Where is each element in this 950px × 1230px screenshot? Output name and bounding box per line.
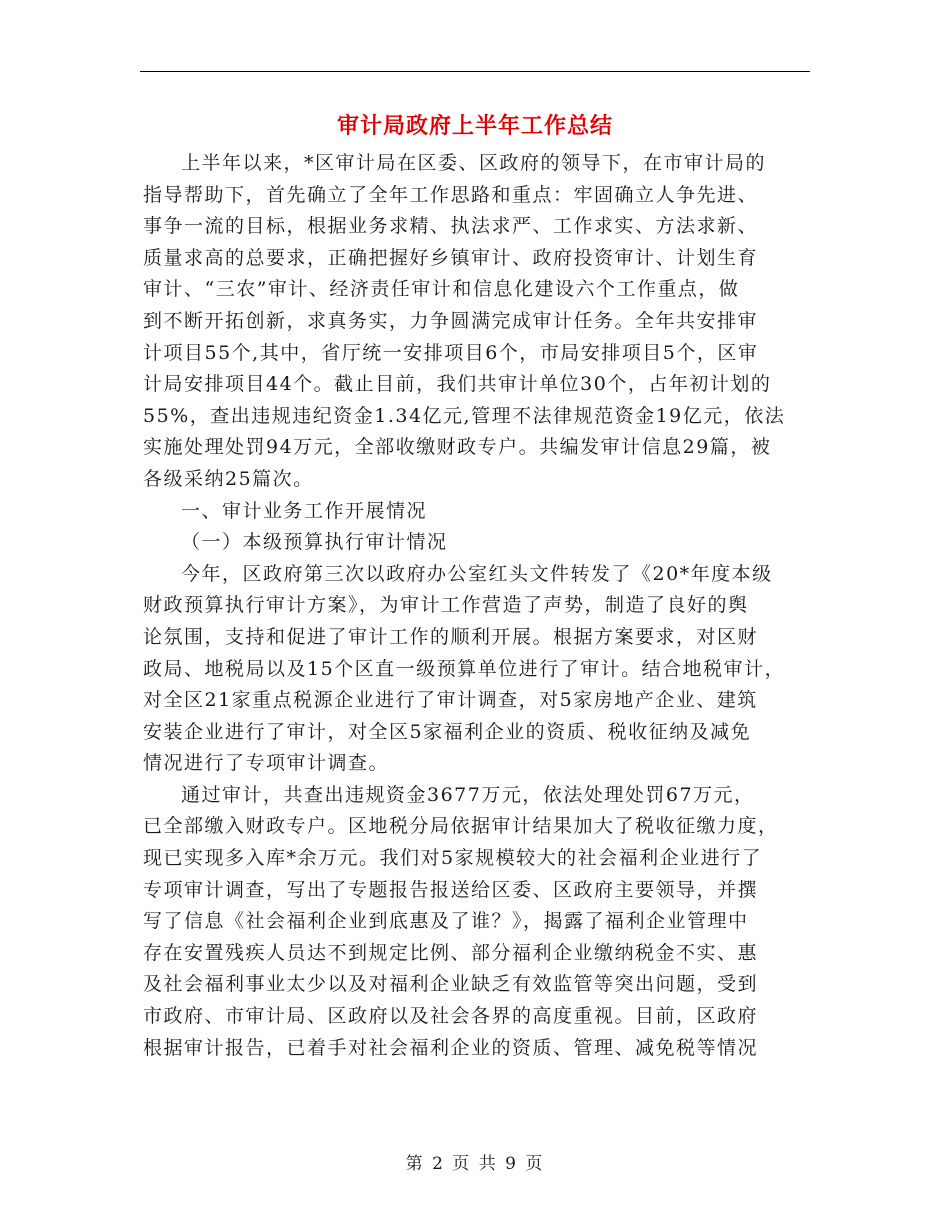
- paragraph-line: 今年，区政府第三次以政府办公室红头文件转发了《20*年度本级: [181, 562, 773, 585]
- subsection-heading: （一）本级预算执行审计情况: [181, 531, 448, 554]
- paragraph-line: 根据审计报告，已着手对社会福利企业的资质、管理、减免税等情况: [143, 1036, 759, 1059]
- body-text: [143, 148, 810, 1064]
- paragraph-line: 计局安排项目44个。截止目前，我们共审计单位30个，占年初计划的: [143, 373, 772, 396]
- section-heading: 一、审计业务工作开展情况: [181, 499, 428, 522]
- paragraph-line: 各级采纳25篇次。: [143, 467, 314, 490]
- document-title: 审计局政府上半年工作总结: [336, 113, 613, 139]
- paragraph-line: 已全部缴入财政专户。区地税分局依据审计结果加大了税收征缴力度，: [143, 815, 779, 838]
- paragraph-line: 政局、地税局以及15个区直一级预算单位进行了审计。结合地税审计，: [143, 657, 786, 680]
- paragraph-line: 55%，查出违规违纪资金1.34亿元,管理不法律规范资金19亿元，依法: [143, 404, 786, 427]
- paragraph-line: 市政府、市审计局、区政府以及社会各界的高度重视。目前，区政府: [143, 1005, 759, 1028]
- paragraph-line: 存在安置残疾人员达不到规定比例、部分福利企业缴纳税金不实、惠: [143, 941, 759, 964]
- paragraph-line: 上半年以来，*区审计局在区委、区政府的领导下，在市审计局的: [181, 152, 767, 174]
- paragraph-line: 现已实现多入库*余万元。我们对5家规模较大的社会福利企业进行了: [143, 847, 763, 870]
- page-number-footer: 第 2 页 共 9 页: [405, 1154, 545, 1174]
- paragraph-line: 指导帮助下，首先确立了全年工作思路和重点：牢固确立人争先进、: [143, 183, 759, 206]
- paragraph-line: 对全区21家重点税源企业进行了审计调查，对5家房地产企业、建筑: [143, 689, 758, 712]
- paragraph-line: 到不断开拓创新，求真务实，力争圆满完成审计任务。全年共安排审: [143, 309, 759, 332]
- paragraph-line: 写了信息《社会福利企业到底惠及了谁？》，揭露了福利企业管理中: [143, 910, 749, 933]
- paragraph-line: 论氛围，支持和促进了审计工作的顺利开展。根据方案要求，对区财: [143, 625, 759, 648]
- paragraph-line: 及社会福利事业太少以及对福利企业缺乏有效监管等突出问题，受到: [143, 973, 759, 996]
- paragraph-line: 安装企业进行了审计，对全区5家福利企业的资质、税收征纳及减免: [143, 720, 752, 743]
- paragraph-line: 事争一流的目标，根据业务求精、执法求严、工作求实、方法求新、: [143, 215, 759, 238]
- paragraph-line: 实施处理处罚94万元，全部收缴财政专户。共编发审计信息29篇，被: [143, 436, 772, 459]
- paragraph-line: 质量求高的总要求，正确把握好乡镇审计、政府投资审计、计划生育: [143, 246, 759, 269]
- header-rule: [140, 71, 810, 72]
- paragraph-line: 情况进行了专项审计调查。: [143, 752, 390, 775]
- paragraph-line: 财政预算执行审计方案》，为审计工作营造了声势，制造了良好的舆: [143, 594, 749, 617]
- paragraph-line: 计项目55个,其中，省厅统一安排项目6个，市局安排项目5个，区审: [143, 341, 759, 364]
- paragraph-line: 审计、“三农”审计、经济责任审计和信息化建设六个工作重点，做: [143, 278, 740, 301]
- paragraph-line: 通过审计，共查出违规资金3677万元，依法处理处罚67万元，: [181, 783, 755, 806]
- paragraph-line: 专项审计调查，写出了专题报告报送给区委、区政府主要领导，并撰: [143, 878, 759, 901]
